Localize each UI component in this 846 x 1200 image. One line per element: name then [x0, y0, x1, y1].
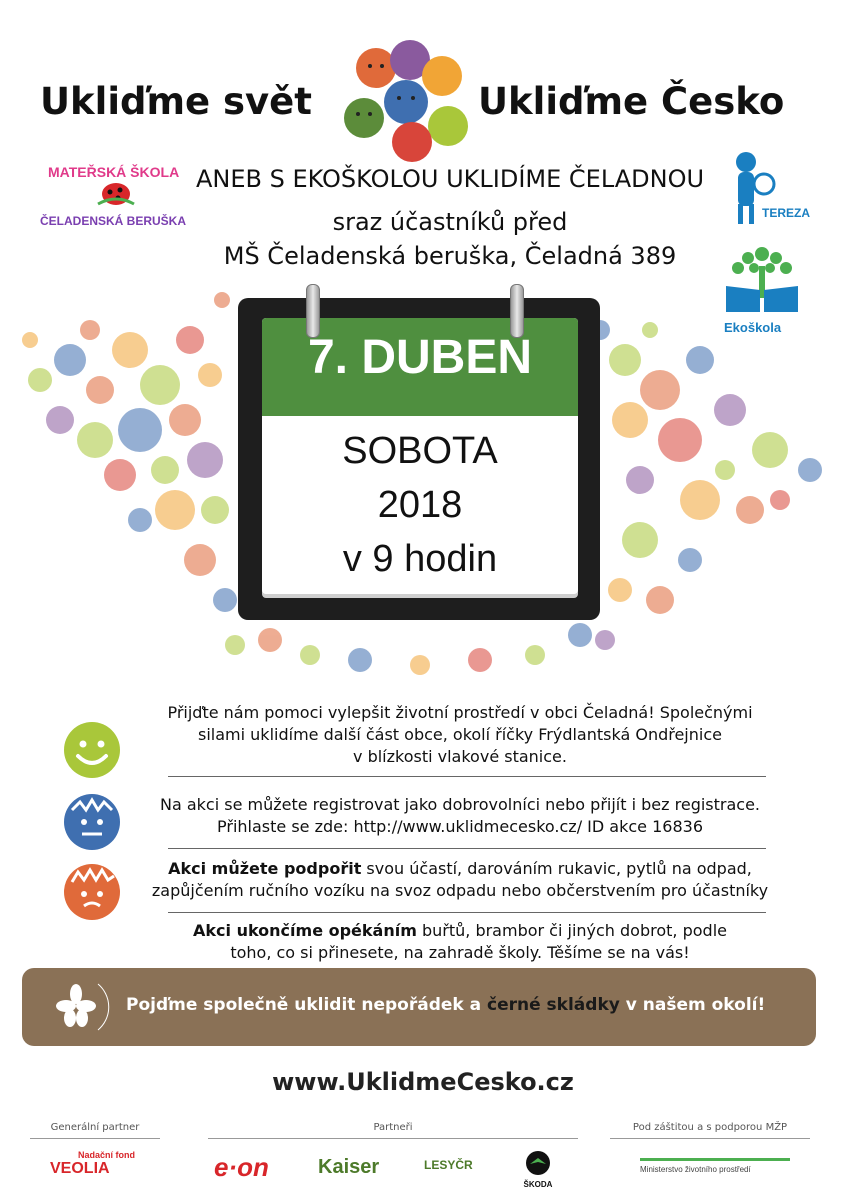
ministry-label: Ministerstvo životního prostředí	[640, 1165, 751, 1174]
partners-label: Partneři	[373, 1122, 413, 1133]
ministry-logo	[640, 1158, 790, 1174]
skoda-label: ŠKODA	[523, 1180, 553, 1189]
tereza-logo	[722, 148, 812, 228]
general-partner-label: Generální partner	[50, 1122, 140, 1133]
blue-face-icon	[62, 792, 122, 852]
banner-text-c: v našem okolí!	[619, 995, 766, 1015]
meet-line-1: sraz účastníků před	[332, 208, 568, 236]
orange-face-icon	[62, 862, 122, 922]
ekoskola-label: Ekoškola	[724, 320, 782, 335]
smile-face-icon	[62, 720, 122, 780]
info-p4-line2: toho, co si přinesete, na zahradě školy. Těšíme se na vás!	[230, 943, 690, 962]
website-url[interactable]: www.UklidmeCesko.cz	[272, 1068, 574, 1096]
calendar-month: 7. DUBEN	[307, 331, 533, 384]
ukliddme-flower-logo	[336, 38, 476, 166]
csop-seal-logo	[48, 976, 112, 1038]
skoda-logo	[518, 1150, 558, 1189]
info-p3-line2: zapůjčením ručního vozíku na svoz odpadu nebo občerstvením pro účastníky	[151, 881, 769, 900]
info-p3-line1	[150, 858, 770, 880]
tereza-label: TEREZA	[762, 206, 810, 220]
info-p1-line2: silami uklidíme další část obce, okolí říčky Frýdlantská Ondřejnice	[198, 725, 722, 744]
school-logo-top: MATEŘSKÁ ŠKOLA	[48, 164, 180, 180]
info-p3-rest: svou účastí, darováním rukavic, pytlů na odpad,	[361, 859, 752, 878]
divider	[610, 1138, 810, 1139]
veolia-label: VEOLIA	[50, 1160, 110, 1177]
ladybug-icon	[96, 174, 136, 208]
subtitle: ANEB S EKOŠKOLOU UKLIDÍME ČELADNOU	[195, 165, 705, 193]
divider	[168, 912, 766, 913]
lesycr-logo: LESYČR	[424, 1158, 473, 1172]
banner-text-a: Pojďme společně uklidit nepořádek a	[126, 995, 488, 1015]
info-p1-line1: Přijďte nám pomoci vylepšit životní prostředí v obci Čeladná! Společnými	[167, 703, 753, 722]
patronage-label: Pod záštitou a s podporou MŽP	[632, 1122, 788, 1133]
info-paragraph-4	[150, 920, 770, 964]
kaiser-logo: Kaiser	[318, 1156, 380, 1178]
info-p3-bold: Akci můžete podpořit	[168, 859, 362, 878]
title-left: Ukliďme svět	[40, 80, 312, 123]
info-p2-line1: Na akci se můžete registrovat jako dobrovolníci nebo přijít i bez registrace.	[159, 795, 761, 814]
info-paragraph-3	[150, 858, 770, 902]
eon-logo: e·on	[214, 1152, 269, 1182]
info-p4-rest: buřtů, brambor či jiných dobrot, podle	[416, 921, 727, 940]
divider	[168, 776, 766, 777]
banner-text	[126, 995, 806, 1015]
calendar-time: v 9 hodin	[342, 538, 498, 580]
info-paragraph-2	[150, 794, 770, 838]
divider	[168, 848, 766, 849]
title-right: Ukliďme Česko	[478, 80, 785, 123]
calendar-year: 2018	[377, 484, 463, 526]
divider	[208, 1138, 578, 1139]
info-p2-line2: Přihlaste se zde: http://www.uklidmecesko.cz/ ID akce 16836	[217, 817, 703, 836]
info-p4-line1	[150, 920, 770, 942]
ministry-bar	[640, 1158, 790, 1161]
school-logo-bottom: ČELADENSKÁ BERUŠKA	[40, 214, 187, 228]
info-p1-line3: v blízkosti vlakové stanice.	[353, 747, 567, 766]
divider	[30, 1138, 160, 1139]
veolia-small: Nadační fond	[78, 1150, 136, 1160]
meet-line-2: MŠ Čeladenská beruška, Čeladná 389	[223, 242, 677, 270]
skoda-arrow-icon	[525, 1150, 551, 1176]
calendar-day: SOBOTA	[342, 430, 498, 472]
veolia-logo	[50, 1150, 135, 1178]
info-p4-bold: Akci ukončíme opékáním	[193, 921, 417, 940]
info-paragraph-1	[150, 702, 770, 768]
banner-text-highlight: černé skládky	[487, 995, 620, 1015]
